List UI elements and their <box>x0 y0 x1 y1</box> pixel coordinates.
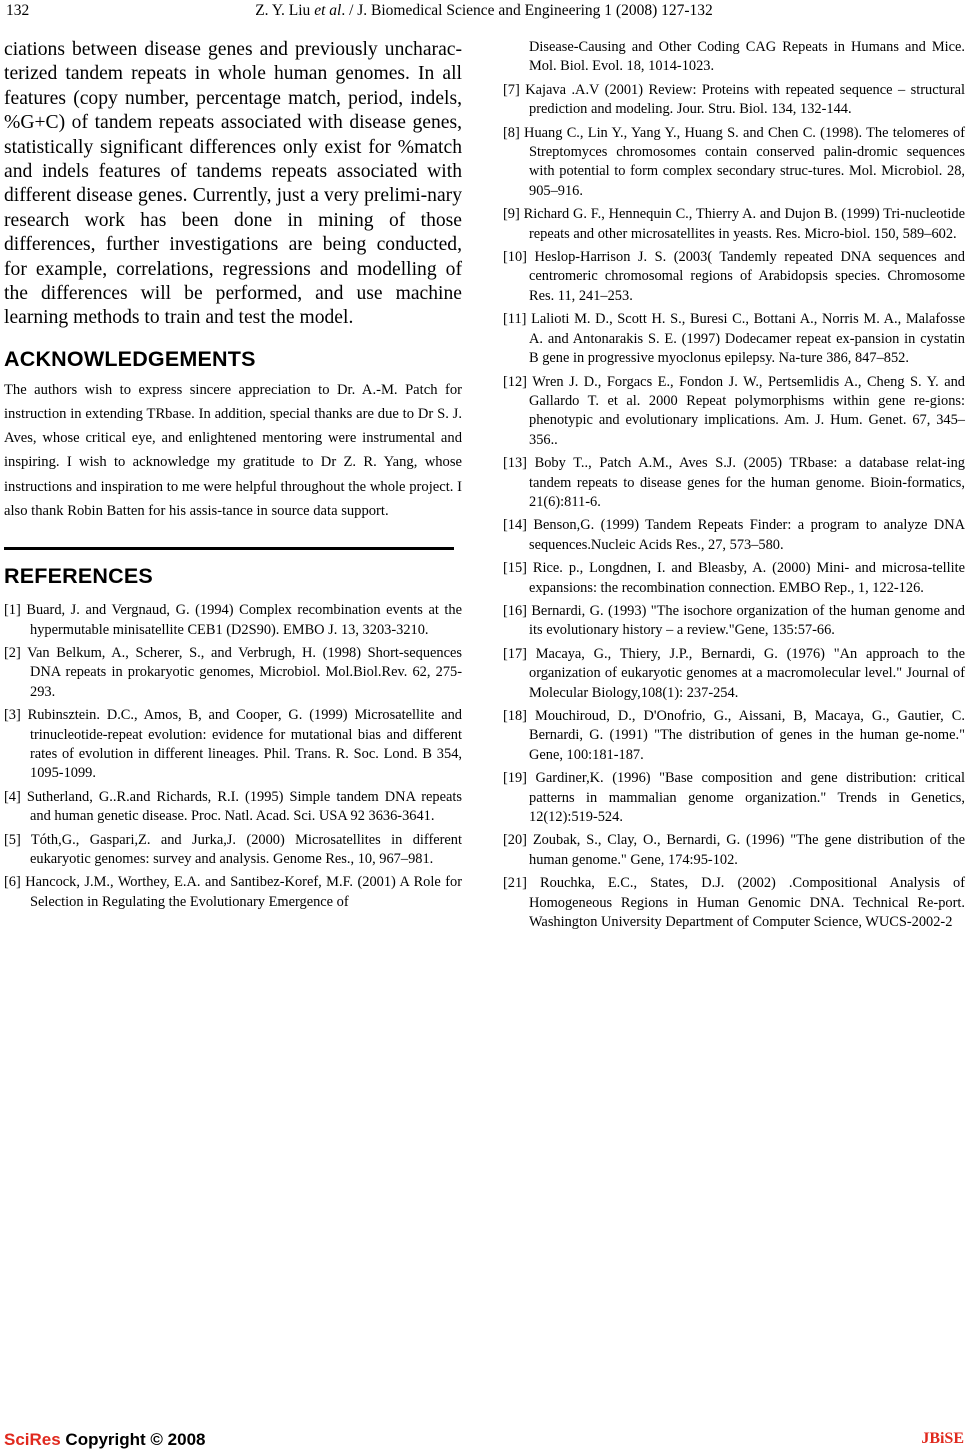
intro-paragraph: ciations between disease genes and previously uncharac-terized tandem repeats in whole human genomes. In all features (copy number, percentage match, period, indels, %G+C) of tandem repeats associated with disease genes, statistically significant differences only exist for %match and indels features of tandems repeats associated with different disease genes. Currently, just a very prelimi-nary research work has been done in mining of those differences, further investigations are being conducted, for example, correlations, regressions and modelling of the differences will be performed, and use machine learning methods to train and test the model. <box>4 39 462 329</box>
footer-copyright <box>4 1430 206 1450</box>
reference-list-left <box>4 601 462 912</box>
reference-item: [14] Benson,G. (1999) Tandem Repeats Finder: a program to analyze DNA sequences.Nucleic Acids Res., 27, 573–580. <box>503 517 965 553</box>
reference-item: [13] Boby T.., Patch A.M., Aves S.J. (2005) TRbase: a database relat-ing tandem repeats to disease genes for the human genome. Bioin-formatics, 21(6):811-6. <box>503 455 965 510</box>
reference-item: [2] Van Belkum, A., Scherer, S., and Verbrugh, H. (1998) Short-sequences DNA repeats in prokaryotic genomes, Microbiol. Mol.Biol.Rev. 62, 275-293. <box>4 644 462 700</box>
reference-item: [17] Macaya, G., Thiery, J.P., Bernardi, G. (1976) "An approach to the organization of eukaryotic genomes at a macromolecular level." Journal of Molecular Biology,108(1): 237-254. <box>503 645 965 701</box>
reference-item: [21] Rouchka, E.C., States, D.J. (2002) .Compositional Analysis of Homogeneous Regions in Human Genomic DNA. Technical Re-port. Washington University Department of Computer Science, WUCS-2002-2 <box>503 875 965 931</box>
reference-item: [8] Huang C., Lin Y., Yang Y., Huang S. and Chen C. (1998). The telomeres of Streptomyces chromosomes contain conserved palin-dromic sequences with potential to form complex secondary struc-tures. Mol. Microbiol. 28, 905–916. <box>503 124 965 199</box>
reference-item: [10] Heslop-Harrison J. S. (2003( Tandemly repeated DNA sequences and centromeric chromosomal regions of Arabidopsis species. Chromosome Res. 11, 241–253. <box>503 249 965 304</box>
reference-item: [5] Tóth,G., Gaspari,Z. and Jurka,J. (2000) Microsatellites in different eukaryotic genomes: survey and analysis. Genome Res., 10, 967–981. <box>4 831 462 867</box>
page-footer <box>4 1430 964 1452</box>
running-title-journal: . / J. Biomedical Science and Engineering 1 (2008) 127-132 <box>341 2 713 19</box>
reference-item: [1] Buard, J. and Vergnaud, G. (1994) Complex recombination events at the hypermutable minisatellite CEB1 (D2S90). EMBO J. 13, 3203-3210. <box>4 602 462 638</box>
references-heading: REFERENCES <box>4 564 153 589</box>
reference-item: [18] Mouchiroud, D., D'Onofrio, G., Aissani, B, Macaya, G., Gautier, C. Bernardi, G. (1991) "The distribution of genes in the human ge-nome." Gene, 100:181-187. <box>503 708 965 763</box>
acknowledgements-text: The authors wish to express sincere appreciation to Dr. A.-M. Patch for instruction in extending TRbase. In addition, special thanks are due to Dr S. J. Aves, whose critical eye, and enlightened mentoring were instrumental and inspiring. I wish to acknowledge my gratitude to Dr Z. R. Yang, whose instructions and inspiration to me were helpful throughout the whole project. I also thank Robin Batten for his assis-tance in source data support. <box>4 381 462 519</box>
reference-item: [12] Wren J. D., Forgacs E., Fondon J. W., Pertsemlidis A., Cheng S. Y. and Gallardo T. et al. 2000 Repeat polymorphisms within gene re-gions: phenotypic and evolutionary implications. Am. J. Hum. Genet. 67, 345–356.. <box>503 373 965 448</box>
reference-list-right <box>503 38 965 932</box>
reference-item: [4] Sutherland, G..R.and Richards, R.I. (1995) Simple tandem DNA repeats and human genetic disease. Proc. Natl. Acad. Sci. USA 92 3636-3641. <box>4 788 462 825</box>
reference-continuation: Disease-Causing and Other Coding CAG Repeats in Humans and Mice. Mol. Biol. Evol. 18, 1014-1023. <box>529 39 965 75</box>
left-column <box>4 38 462 916</box>
right-column <box>503 38 965 936</box>
reference-item: [19] Gardiner,K. (1996) "Base composition and gene distribution: critical patterns in mammalian genome organization." Trends in Genetics, 12(12):519-524. <box>503 770 965 826</box>
publisher-logo: SciRes <box>4 1430 61 1449</box>
reference-item: [16] Bernardi, G. (1993) "The isochore organization of the human genome and its evolutionary history – a review."Gene, 135:57-66. <box>503 602 965 639</box>
reference-item: [3] Rubinsztein. D.C., Amos, B, and Cooper, G. (1999) Microsatellite and trinucleotide-repeat evolution: evidence for mutational bias and different rates of evolution in different lineages. Phil. Trans. R. Soc. Lond. B 354, 1095-1099. <box>4 707 462 782</box>
page-header <box>6 2 962 26</box>
reference-item: [15] Rice. p., Longdnen, I. and Bleasby, A. (2000) Mini- and microsa-tellite expansions: the recombination connection. EMBO Rep., 1, 122-126. <box>503 560 965 596</box>
reference-item: [9] Richard G. F., Hennequin C., Thierry A. and Dujon B. (1999) Tri-nucleotide repeats and other microsatellites in yeasts. Res. Micro-biol. 150, 589–602. <box>503 206 965 242</box>
running-title <box>6 2 962 20</box>
copyright-text: Copyright © 2008 <box>60 1430 206 1449</box>
acknowledgements-heading: ACKNOWLEDGEMENTS <box>4 346 256 371</box>
reference-item: [6] Hancock, J.M., Worthey, E.A. and Santibez-Koref, M.F. (2001) A Role for Selection in Regulating the Evolutionary Emergence of <box>4 874 462 910</box>
page-number: 132 <box>6 2 30 19</box>
running-title-authors: Z. Y. Liu <box>255 2 315 19</box>
running-title-etal: et al <box>314 2 342 19</box>
section-divider <box>4 547 454 550</box>
reference-item: [7] Kajava .A.V (2001) Review: Proteins with repeated sequence – structural prediction and modeling. Jour. Stru. Biol. 134, 132-144. <box>503 81 965 118</box>
reference-item: [20] Zoubak, S., Clay, O., Bernardi, G. (1996) "The gene distribution of the human genome." Gene, 174:95-102. <box>503 832 965 868</box>
reference-item: [11] Lalioti M. D., Scott H. S., Buresi C., Bottani A., Norris M. A., Malafosse A. and Antonarakis S. E. (1997) Dodecamer repeat ex-pansion in cystatin B gene in progressive myoclonus epilepsy. Na-ture 386, 847–852. <box>503 311 965 367</box>
journal-abbreviation: JBiSE <box>921 1430 964 1447</box>
